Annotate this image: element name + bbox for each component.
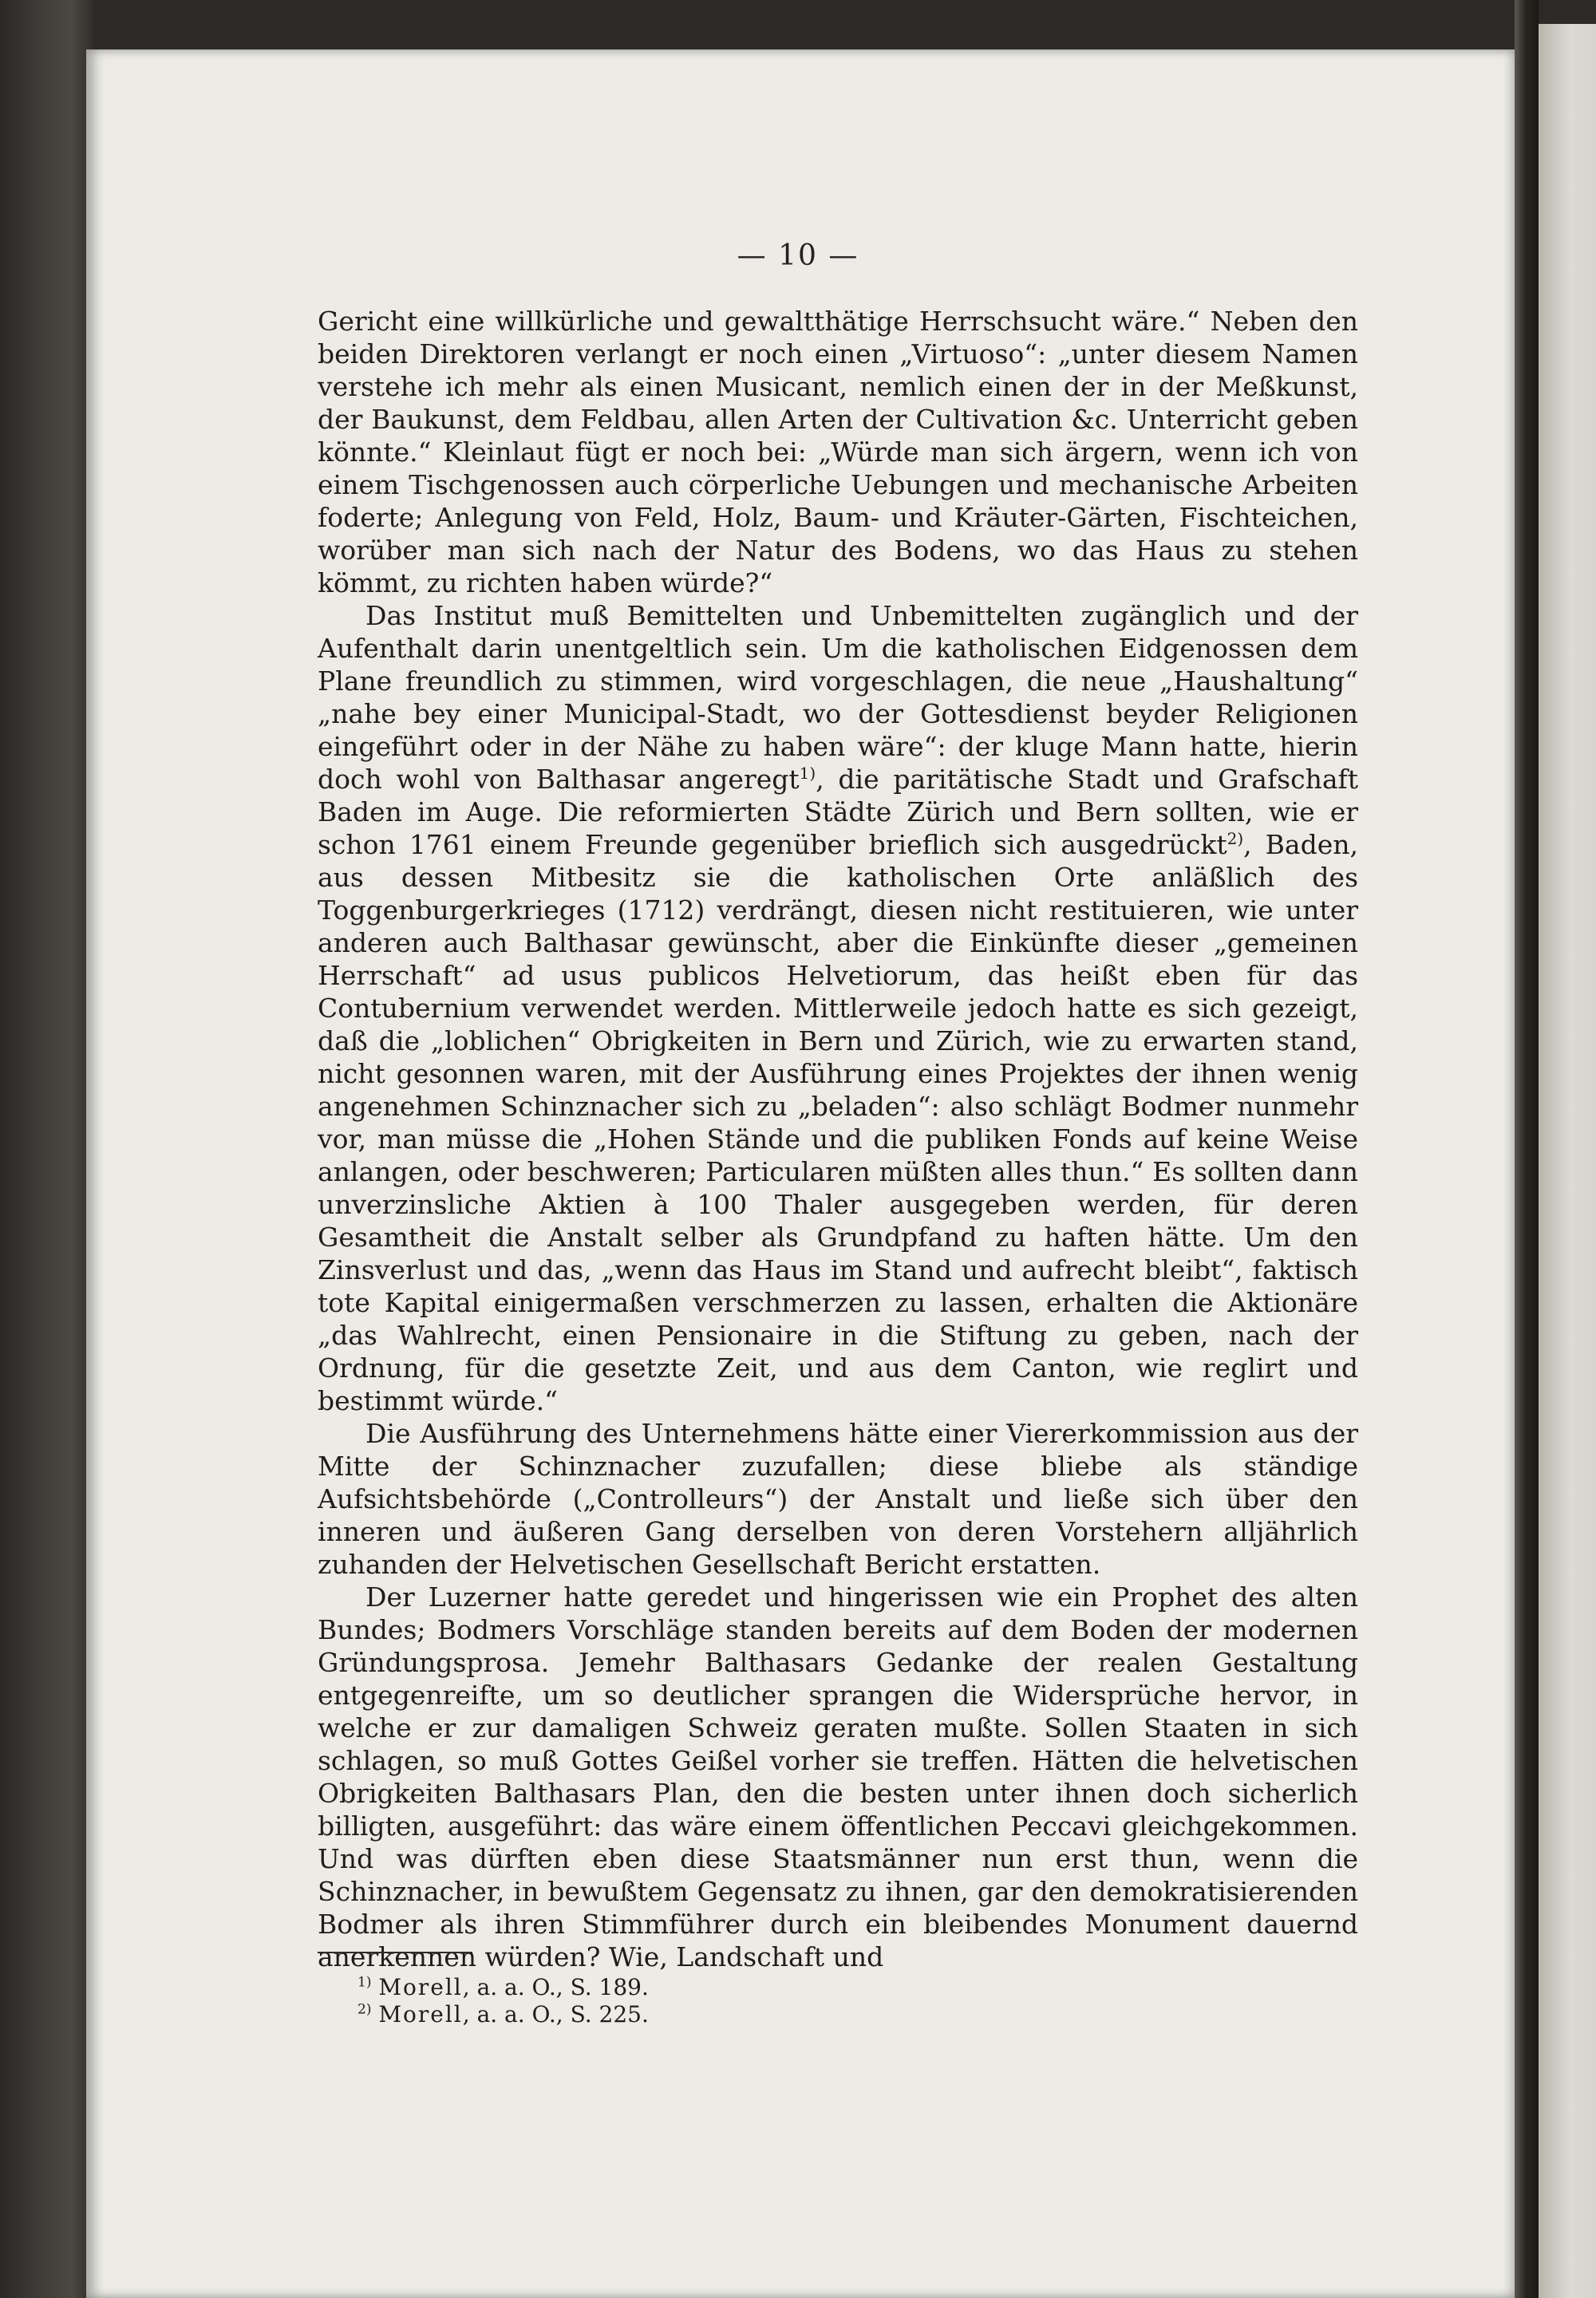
footnote-mark: 2) [358, 2001, 372, 2018]
page-number: — 10 — [737, 239, 859, 272]
book-gutter [1515, 0, 1539, 2298]
paragraph-text: Das Institut muß Bemittelten und Unbemittelten zugänglich und der Aufenthalt darin unentgeltlich sein. Um die katholischen Eidgenossen dem Plane freundlich zu stimmen, wird vorgeschlagen, die neue „Haushaltung“ „nahe bey einer Municipal-Stadt, wo der Gottesdienst beyder Religionen eingeführt oder in der Nähe zu haben wäre“: der kluge Mann hatte, hierin doch wohl von Balthasar angeregt [318, 600, 1358, 795]
footnote-reference: 2) [1227, 829, 1244, 848]
footnote-mark: 1) [358, 1974, 372, 1991]
paragraph-text: , die paritätische Stadt und Grafschaft Baden im Auge. Die reformierten Städte Zürich und Bern sollten, wie er schon 1761 einem Freunde gegenüber brieflich sich ausgedrückt [318, 764, 1358, 860]
paragraph [318, 599, 1358, 1417]
paragraph-text: Der Luzerner hatte geredet und hingerissen wie ein Prophet des alten Bundes; Bodmers Vorschläge standen bereits auf dem Boden der modernen Gründungsprosa. Jemehr Balthasars Gedanke der realen Gestaltung entgegenreifte, um so deutlicher sprangen die Widersprüche hervor, in welche er zur damaligen Schweiz geraten mußte. Sollen Staaten in sich schlagen, so muß Gottes Geißel vorher sie treffen. Hätten die helvetischen Obrigkeiten Balthasars Plan, den die besten unter ihnen doch sicherlich billigten, ausgeführt: das wäre einem öffentlichen Peccavi gleichgekommen. Und was dürften eben diese Staatsmänner nun erst thun, wenn die Schinznacher, in bewußtem Gegensatz zu ihnen, gar den demokratisierenden Bodmer als ihren Stimmführer durch ein bleibendes Monument dauernd anerkennen würden? Wie, Landschaft und [318, 1581, 1358, 1972]
footnote-divider [318, 1952, 472, 1953]
footnotes [358, 1974, 1076, 2028]
footnote [358, 1974, 1076, 2001]
paragraph [318, 305, 1358, 599]
body-text [318, 305, 1358, 1973]
paragraph-text: , Baden, aus dessen Mitbesitz sie die katholischen Orte anläßlich des Toggenburgerkrieges (1712) verdrängt, diesen nicht restituieren, wie unter anderen auch Balthasar gewünscht, aber die Einkünfte dieser „gemeinen Herrschaft“ ad usus publicos Helvetiorum, das heißt eben für das Contubernium verwendet werden. Mittlerweile jedoch hatte es sich gezeigt, daß die „loblichen“ Obrigkeiten in Bern und Zürich, wie zu erwarten stand, nicht gesonnen waren, mit der Ausführung eines Projektes der ihnen wenig angenehmen Schinznacher sich zu „beladen“: also schlägt Bodmer nunmehr vor, man müsse die „Hohen Stände und die publiken Fonds auf keine Weise anlangen, oder beschweren; Particularen müßten alles thun.“ Es sollten dann unverzinsliche Aktien à 100 Thaler ausgegeben werden, für deren Gesamtheit die Anstalt selber als Grundpfand zu haften hätte. Um den Zinsverlust und das, „wenn das Haus im Stand und aufrecht bleibt“, faktisch tote Kapital einigermaßen verschmerzen zu lassen, erhalten die Aktionäre „das Wahlrecht, einen Pensionaire in die Stiftung zu geben, nach der Ordnung, für die gesetzte Zeit, und aus dem Canton, wie reglirt und bestimmt würde.“ [318, 829, 1358, 1416]
footnote-citation: , a. a. O., S. 189. [462, 1974, 649, 2000]
footnote-author: Morell [378, 2001, 463, 2028]
footnote-reference: 1) [799, 764, 816, 783]
paragraph-text: Die Ausführung des Unternehmens hätte einer Viererkommission aus der Mitte der Schinznacher zuzufallen; diese bliebe als ständige Aufsichtsbehörde („Controlleurs“) der Anstalt und ließe sich über den inneren und äußeren Gang derselben von deren Vorstehern alljährlich zuhanden der Helvetischen Gesellschaft Bericht erstatten. [318, 1418, 1358, 1580]
paragraph-text: Gericht eine willkürliche und gewaltthätige Herrschsucht wäre.“ Neben den beiden Direktoren verlangt er noch einen „Virtuoso“: „unter diesem Namen verstehe ich mehr als einen Musicant, nemlich einen der in der Meßkunst, der Baukunst, dem Feldbau, allen Arten der Cultivation &c. Unterricht geben könnte.“ Kleinlaut fügt er noch bei: „Würde man sich ärgern, wenn ich von einem Tischgenossen auch cörperliche Uebungen und mechanische Arbeiten foderte; Anlegung von Feld, Holz, Baum- und Kräuter-Gärten, Fischteichen, worüber man sich nach der Natur des Bodens, wo das Haus zu stehen kömmt, zu richten haben würde?“ [318, 306, 1358, 598]
footnote-citation: , a. a. O., S. 225. [462, 2001, 649, 2028]
adjacent-page-edge [1539, 24, 1596, 2298]
paragraph [318, 1581, 1358, 1973]
footnote-author: Morell [378, 1974, 463, 2000]
footnote [358, 2001, 1076, 2028]
paragraph [318, 1417, 1358, 1581]
